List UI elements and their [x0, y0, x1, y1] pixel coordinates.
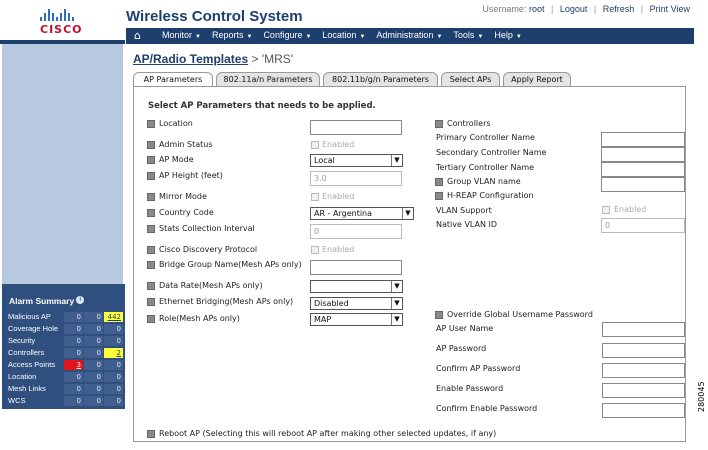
ap-password-input[interactable] — [602, 343, 685, 358]
nav-configure[interactable]: Configure ▼ — [263, 30, 312, 40]
chevron-down-icon: ▼ — [391, 314, 402, 325]
tertiary-controller-label: Tertiary Controller Name — [436, 163, 535, 172]
cdp-enabled-label: Enabled — [322, 245, 355, 254]
nav-help[interactable]: Help ▼ — [494, 30, 522, 40]
main-nav — [126, 28, 694, 44]
tab-select-aps[interactable]: Select APs — [441, 72, 500, 86]
mirror-mode-checkbox[interactable] — [147, 193, 155, 201]
native-vlan-label: Native VLAN ID — [436, 220, 498, 229]
username: root — [528, 4, 545, 14]
alarm-row-location: Location 0 0 0 — [8, 372, 121, 381]
vlan-support-label: VLAN Support — [436, 206, 492, 215]
confirm-ap-password-input[interactable] — [602, 363, 685, 378]
ap-user-label: AP User Name — [436, 324, 494, 333]
mirror-mode-enabled-checkbox[interactable] — [311, 193, 319, 201]
alarm-row-mesh-links: Mesh Links 0 0 0 — [8, 384, 121, 393]
alarm-row-wcs: WCS 0 0 0 — [8, 396, 121, 405]
location-checkbox[interactable] — [147, 120, 155, 128]
secondary-controller-label: Secondary Controller Name — [436, 148, 547, 157]
ap-mode-label: AP Mode — [159, 155, 194, 164]
home-icon[interactable]: ⌂ — [134, 29, 141, 42]
alarm-row-access-points: Access Points 3 0 0 — [8, 360, 121, 369]
ap-password-label: AP Password — [436, 344, 487, 353]
ap-mode-checkbox[interactable] — [147, 156, 155, 164]
group-vlan-input[interactable] — [601, 177, 685, 192]
vlan-support-enabled-label: Enabled — [614, 205, 647, 214]
eth-bridging-checkbox[interactable] — [147, 298, 155, 306]
alarm-count-link[interactable]: 3 — [64, 360, 83, 370]
primary-controller-label: Primary Controller Name — [436, 133, 535, 142]
breadcrumb — [133, 52, 293, 66]
admin-status-checkbox[interactable] — [147, 141, 155, 149]
confirm-enable-password-label: Confirm Enable Password — [436, 404, 538, 413]
role-select[interactable]: MAP ▼ — [310, 313, 403, 326]
tertiary-controller-input[interactable] — [601, 162, 685, 177]
stats-interval-checkbox[interactable] — [147, 225, 155, 233]
info-icon[interactable]: i — [76, 296, 84, 304]
native-vlan-input[interactable]: 0 — [601, 218, 685, 233]
data-rate-checkbox[interactable] — [147, 282, 155, 290]
alarm-count-link[interactable]: 2 — [104, 348, 123, 358]
confirm-ap-password-label: Confirm AP Password — [436, 364, 521, 373]
ap-user-input[interactable] — [602, 322, 685, 337]
admin-status-label: Admin Status — [159, 140, 213, 149]
chevron-down-icon: ▼ — [391, 281, 402, 292]
tab-ap-parameters[interactable]: AP Parameters — [133, 72, 213, 87]
cisco-logo — [40, 7, 86, 37]
cdp-label: Cisco Discovery Protocol — [159, 245, 258, 254]
data-rate-label: Data Rate(Mesh APs only) — [159, 281, 263, 290]
breadcrumb-current: > 'MRS' — [248, 52, 294, 66]
figure-number: 280045 — [697, 381, 706, 412]
alarm-row-malicious-ap: Malicious AP 0 0 442 — [8, 312, 121, 321]
ap-height-checkbox[interactable] — [147, 172, 155, 180]
bridge-group-label: Bridge Group Name(Mesh APs only) — [159, 260, 302, 269]
breadcrumb-link[interactable]: AP/Radio Templates — [133, 52, 249, 66]
cdp-enabled-checkbox[interactable] — [311, 246, 319, 254]
country-code-select[interactable]: AR - Argentina ▼ — [310, 207, 414, 220]
country-code-checkbox[interactable] — [147, 209, 155, 217]
cisco-bars-icon — [40, 7, 86, 21]
hreap-label: H-REAP Configuration — [447, 191, 534, 200]
country-code-label: Country Code — [159, 208, 214, 217]
mirror-mode-enabled-label: Enabled — [322, 192, 355, 201]
chevron-down-icon: ▼ — [391, 298, 402, 309]
nav-monitor[interactable]: Monitor ▼ — [162, 30, 201, 40]
group-vlan-label: Group VLAN name — [447, 177, 521, 186]
sidebar — [2, 44, 123, 284]
bridge-group-checkbox[interactable] — [147, 261, 155, 269]
alarm-count-link[interactable]: 442 — [104, 312, 123, 322]
chevron-down-icon: ▼ — [402, 208, 413, 219]
cdp-checkbox[interactable] — [147, 246, 155, 254]
nav-administration[interactable]: Administration ▼ — [376, 30, 443, 40]
bridge-group-input[interactable] — [310, 260, 402, 275]
group-vlan-checkbox[interactable] — [435, 178, 443, 186]
hreap-checkbox[interactable] — [435, 192, 443, 200]
secondary-controller-input[interactable] — [601, 147, 685, 162]
ap-mode-select[interactable]: Local ▼ — [310, 154, 403, 167]
eth-bridging-label: Ethernet Bridging(Mesh APs only) — [159, 297, 294, 306]
stats-interval-label: Stats Collection Interval — [159, 224, 255, 233]
admin-status-enabled-checkbox[interactable] — [311, 141, 319, 149]
top-links: Username: root | Logout | Refresh | Print View — [482, 4, 690, 14]
primary-controller-input[interactable] — [601, 132, 685, 147]
tab-80211an-parameters[interactable]: 802.11a/n Parameters — [216, 72, 320, 86]
stats-interval-input[interactable]: 0 — [310, 224, 402, 239]
username-label: Username: — [482, 4, 527, 14]
nav-location[interactable]: Location ▼ — [322, 30, 366, 40]
tab-apply-report[interactable]: Apply Report — [503, 72, 571, 86]
admin-status-enabled-label: Enabled — [322, 140, 355, 149]
location-label: Location — [159, 119, 193, 128]
logo-text: CISCO — [40, 23, 83, 36]
enable-password-input[interactable] — [602, 383, 685, 398]
override-password-label: Override Global Username Password — [447, 310, 593, 319]
confirm-enable-password-input[interactable] — [602, 403, 685, 418]
tab-80211bgn-parameters[interactable]: 802.11b/g/n Parameters — [323, 72, 438, 86]
alarm-summary-title: Alarm Summary i — [9, 296, 84, 306]
ap-height-input[interactable]: 3.0 — [310, 171, 402, 186]
alarm-row-coverage-hole: Coverage Hole 0 0 0 — [8, 324, 121, 333]
chevron-down-icon: ▼ — [391, 155, 402, 166]
enable-password-label: Enable Password — [436, 384, 504, 393]
role-label: Role(Mesh APs only) — [159, 314, 240, 323]
mirror-mode-label: Mirror Mode — [159, 192, 207, 201]
role-checkbox[interactable] — [147, 315, 155, 323]
app-title: Wireless Control System — [126, 8, 303, 25]
controllers-label: Controllers — [447, 119, 491, 128]
nav-reports[interactable]: Reports ▼ — [211, 30, 253, 40]
print-view-link[interactable]: Print View — [649, 4, 690, 14]
alarm-row-controllers: Controllers 0 0 2 — [8, 348, 121, 357]
location-input[interactable] — [310, 120, 402, 135]
reboot-ap-label: Reboot AP (Selecting this will reboot AP after making other selected updates, if any) — [159, 429, 497, 438]
controllers-checkbox[interactable] — [435, 120, 443, 128]
nav-tools[interactable]: Tools ▼ — [453, 30, 484, 40]
ap-height-label: AP Height (feet) — [159, 171, 223, 180]
data-rate-select[interactable] — [310, 280, 403, 293]
refresh-link[interactable]: Refresh — [602, 4, 635, 14]
vlan-support-checkbox[interactable] — [602, 206, 610, 214]
logout-link[interactable]: Logout — [559, 4, 588, 14]
alarm-row-security: Security 0 0 0 — [8, 336, 121, 345]
eth-bridging-select[interactable]: Disabled ▼ — [310, 297, 403, 310]
section-title: Select AP Parameters that needs to be applied. — [148, 101, 376, 111]
override-password-checkbox[interactable] — [435, 311, 443, 319]
reboot-ap-checkbox[interactable] — [147, 430, 155, 438]
